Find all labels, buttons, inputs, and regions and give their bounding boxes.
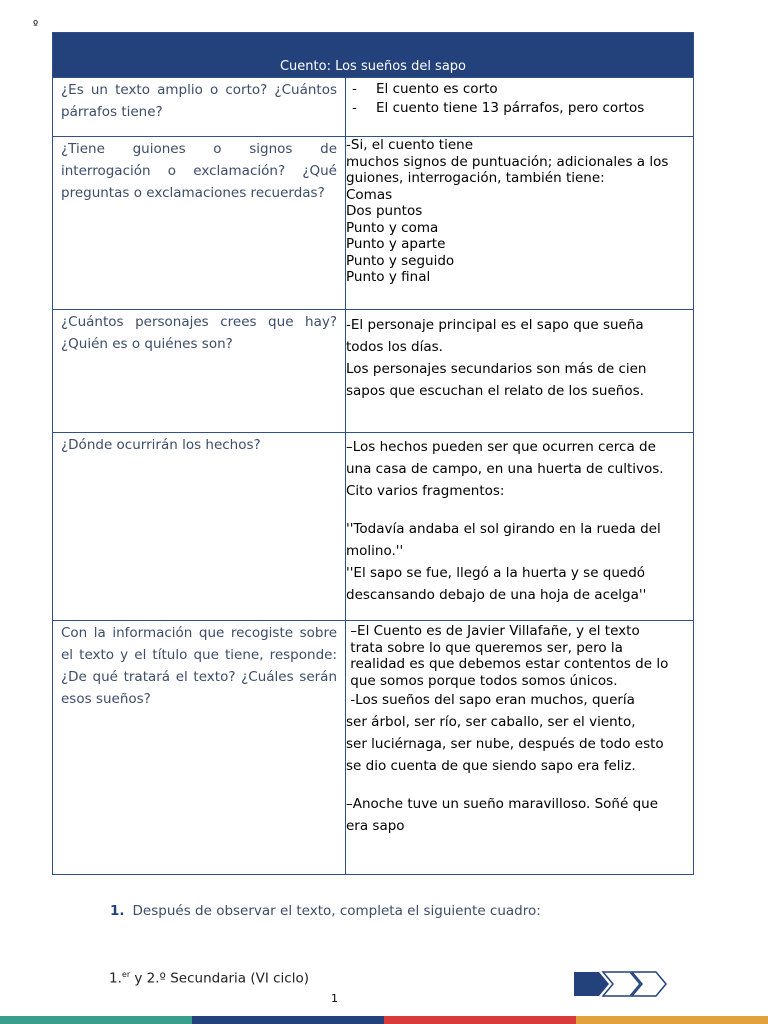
answer-line: -Los sueños del sapo eran muchos, quería xyxy=(346,692,635,708)
color-segment xyxy=(576,1016,768,1024)
footer-color-bar xyxy=(0,1016,768,1024)
answer-line: Punto y coma xyxy=(346,219,439,236)
answer-line: se dio cuenta de que siendo sapo era feliz. xyxy=(346,758,636,774)
answer-line: una casa de campo, en una huerta de cultivos. xyxy=(346,461,664,477)
color-segment xyxy=(384,1016,576,1024)
answer-line: molino.'' xyxy=(346,543,404,559)
instruction-text: Después de observar el texto, completa el siguiente cuadro: xyxy=(132,903,541,919)
color-segment xyxy=(192,1016,384,1024)
answer-line: realidad es que debemos estar contentos de lo xyxy=(346,656,669,672)
answer-line: Cito varios fragmentos: xyxy=(346,483,505,499)
question-cell: ¿Cuántos personajes crees que hay? ¿Quién es o quiénes son? xyxy=(53,310,346,433)
answer-bullets xyxy=(346,80,691,118)
answer-line: era sapo xyxy=(346,818,405,834)
instruction xyxy=(110,903,541,919)
question-cell: Con la información que recogiste sobre el texto y el título que tiene, responde: ¿De qué tratará el texto? ¿Cuáles serán esos sueños? xyxy=(53,621,346,875)
answer-line: Los personajes secundarios son más de cien xyxy=(346,361,647,377)
answer-line: Punto y aparte xyxy=(346,236,446,252)
answer-line: Punto y seguido xyxy=(346,252,455,269)
answer-line: trata sobre lo que queremos ser, pero la xyxy=(346,639,623,656)
answer-cell xyxy=(346,137,694,310)
color-segment xyxy=(0,1016,192,1024)
answer-line: -El personaje principal es el sapo que sueña xyxy=(346,317,644,333)
answer-line: descansando debajo de una hoja de acelga'' xyxy=(346,587,647,603)
answer-line: –Anoche tuve un sueño maravilloso. Soñé que xyxy=(346,796,659,812)
answer-line: –El Cuento es de Javier Villafañe, y el texto xyxy=(346,623,640,639)
table-row xyxy=(53,137,694,310)
answer-cell xyxy=(346,433,694,621)
table-row xyxy=(53,433,694,621)
story-table xyxy=(52,32,694,875)
instruction-number: 1. xyxy=(110,903,125,919)
answer-line: Dos puntos xyxy=(346,203,423,219)
answer-line: todos los días. xyxy=(346,339,443,355)
answer-line: ser luciérnaga, ser nube, después de todo esto xyxy=(346,736,664,752)
answer-line: ''Todavía andaba el sol girando en la rueda del xyxy=(346,521,661,537)
list-item: - El cuento tiene 13 párrafos, pero cortos xyxy=(352,100,645,116)
table-row xyxy=(53,78,694,137)
answer-line: Comas xyxy=(346,186,393,203)
table-title: Cuento: Los sueños del sapo xyxy=(279,59,467,74)
answer-line: ser árbol, ser río, ser caballo, ser el viento, xyxy=(346,714,636,730)
answer-line: sapos que escuchan el relato de los sueños. xyxy=(346,383,644,399)
answer-line: que somos porque todos somos únicos. xyxy=(346,672,618,689)
answer-line: ''El sapo se fue, llegó a la huerta y se quedó xyxy=(346,565,646,581)
corner-mark: º xyxy=(33,18,39,31)
table-row xyxy=(53,621,694,875)
chevron-arrows-icon xyxy=(572,970,668,998)
answer-cell xyxy=(346,78,694,137)
footer-grade: 1.$^{er}$ y 2.º Secundaria (VI ciclo) xyxy=(109,970,309,987)
answer-line: muchos signos de puntuación; adicionales a los xyxy=(346,153,669,170)
answer-line: guiones, interrogación, también tiene: xyxy=(346,170,605,186)
answer-line: –Los hechos pueden ser que ocurren cerca de xyxy=(346,439,656,455)
question-cell: ¿Tiene guiones o signos de interrogación o exclamación? ¿Qué preguntas o exclamaciones recuerdas? xyxy=(53,137,346,310)
table-header xyxy=(53,33,694,78)
page-number: 1 xyxy=(331,992,338,1005)
question-cell: ¿Dónde ocurrirán los hechos? xyxy=(53,433,346,621)
answer-cell xyxy=(346,621,694,875)
list-item: - El cuento es corto xyxy=(352,81,498,97)
answer-line: Punto y final xyxy=(346,269,431,285)
question-cell: ¿Es un texto amplio o corto? ¿Cuántos párrafos tiene? xyxy=(53,78,346,137)
table-row xyxy=(53,310,694,433)
answer-cell xyxy=(346,310,694,433)
answer-line: -Si, el cuento tiene xyxy=(346,137,474,153)
